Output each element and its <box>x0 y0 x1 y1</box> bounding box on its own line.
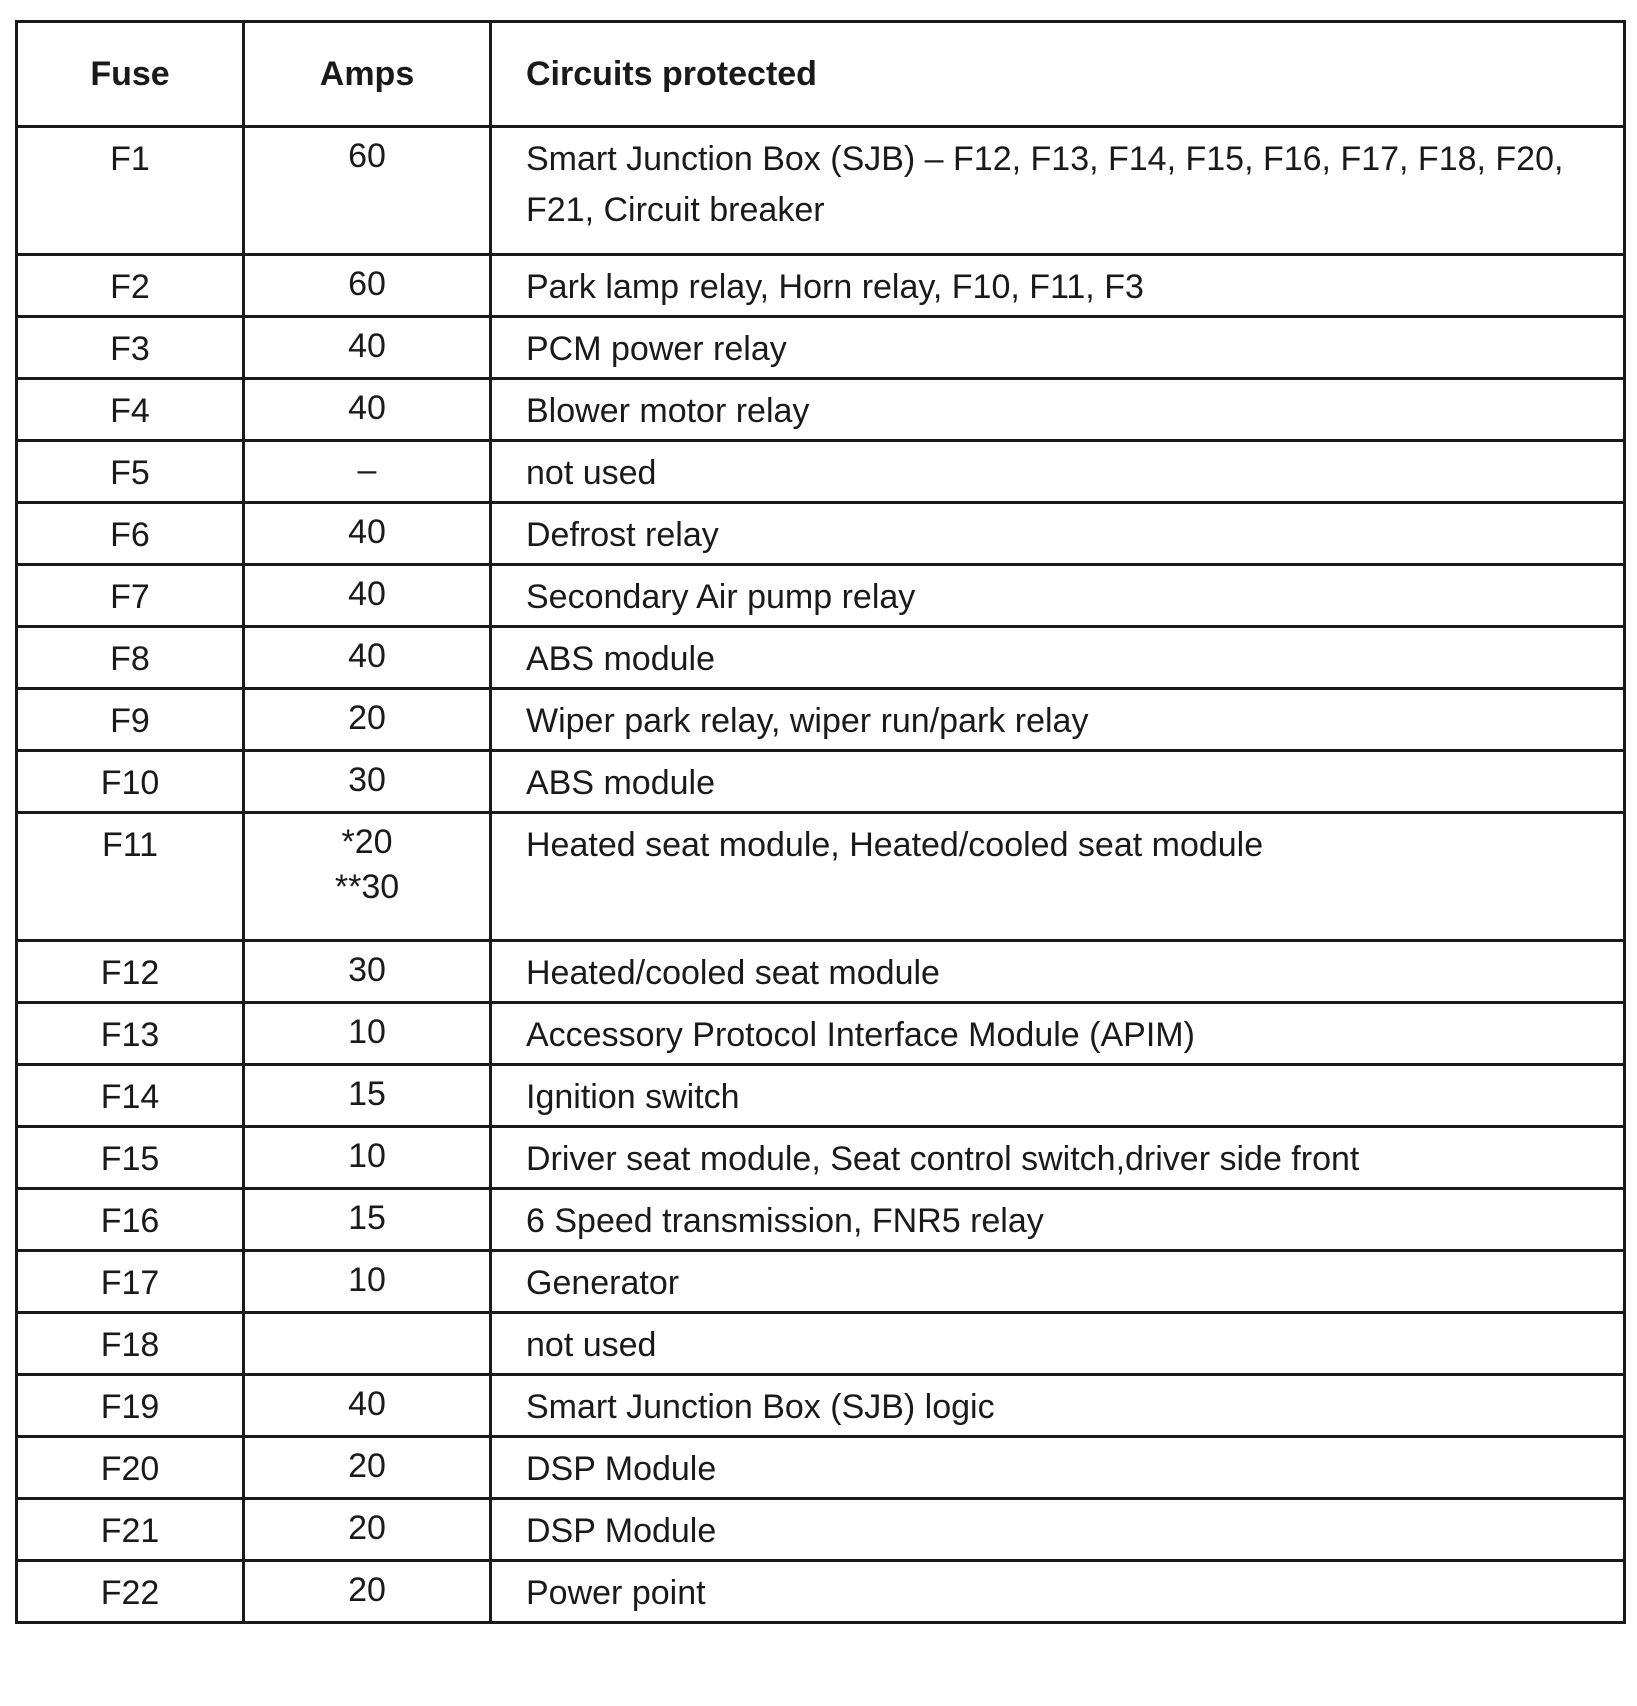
amps-cell <box>244 1127 491 1189</box>
fuse-cell: F13 <box>17 1003 244 1065</box>
amps-cell <box>244 503 491 565</box>
amps-cell <box>244 1251 491 1313</box>
table-row <box>17 255 1625 317</box>
amps-cell <box>244 441 491 503</box>
amps-cell <box>244 127 491 255</box>
circuits-cell: Wiper park relay, wiper run/park relay <box>491 689 1625 751</box>
header-circuits-protected: Circuits protected <box>491 22 1625 127</box>
amps-cell <box>244 1375 491 1437</box>
table-row <box>17 1561 1625 1623</box>
circuits-cell: Smart Junction Box (SJB) logic <box>491 1375 1625 1437</box>
amps-cell <box>244 317 491 379</box>
amps-cell <box>244 1499 491 1561</box>
table-row <box>17 1313 1625 1375</box>
circuits-cell: ABS module <box>491 627 1625 689</box>
circuits-cell: Accessory Protocol Interface Module (APIM) <box>491 1003 1625 1065</box>
amps-value: 10 <box>348 1013 386 1051</box>
fuse-table-container <box>15 20 1623 1624</box>
circuits-cell: Generator <box>491 1251 1625 1313</box>
fuse-cell: F1 <box>17 127 244 255</box>
fuse-cell: F20 <box>17 1437 244 1499</box>
amps-cell <box>244 379 491 441</box>
fuse-table <box>15 20 1626 1624</box>
circuits-cell: DSP Module <box>491 1437 1625 1499</box>
fuse-cell: F2 <box>17 255 244 317</box>
fuse-cell: F14 <box>17 1065 244 1127</box>
fuse-cell: F5 <box>17 441 244 503</box>
table-row <box>17 1003 1625 1065</box>
amps-value: 30 <box>348 761 386 799</box>
circuits-cell: ABS module <box>491 751 1625 813</box>
amps-value: 40 <box>348 1385 386 1423</box>
amps-value: 60 <box>348 265 386 303</box>
table-row <box>17 941 1625 1003</box>
fuse-cell: F9 <box>17 689 244 751</box>
circuits-cell: 6 Speed transmission, FNR5 relay <box>491 1189 1625 1251</box>
circuits-cell: Smart Junction Box (SJB) – F12, F13, F14, F15, F16, F17, F18, F20, F21, Circuit breaker <box>491 127 1625 255</box>
table-row <box>17 565 1625 627</box>
amps-value: 40 <box>348 575 386 613</box>
fuse-cell: F18 <box>17 1313 244 1375</box>
amps-value: 40 <box>348 513 386 551</box>
table-row <box>17 1437 1625 1499</box>
amps-value: 20 <box>348 1571 386 1609</box>
amps-cell <box>244 751 491 813</box>
table-row <box>17 1189 1625 1251</box>
fuse-cell: F21 <box>17 1499 244 1561</box>
circuits-cell: not used <box>491 1313 1625 1375</box>
circuits-cell: Power point <box>491 1561 1625 1623</box>
amps-cell <box>244 689 491 751</box>
amps-value: 30 <box>348 951 386 989</box>
table-row <box>17 813 1625 941</box>
fuse-cell: F4 <box>17 379 244 441</box>
amps-cell <box>244 1561 491 1623</box>
circuits-cell: Heated seat module, Heated/cooled seat module <box>491 813 1625 941</box>
amps-cell <box>244 1437 491 1499</box>
header-row <box>17 22 1625 127</box>
table-row <box>17 1251 1625 1313</box>
amps-value: 60 <box>348 137 386 175</box>
amps-value: **30 <box>334 868 400 906</box>
amps-value: 40 <box>348 327 386 365</box>
table-row <box>17 1127 1625 1189</box>
amps-value: – <box>357 451 377 489</box>
fuse-cell: F3 <box>17 317 244 379</box>
fuse-cell: F22 <box>17 1561 244 1623</box>
header-amps: Amps <box>244 22 491 127</box>
amps-cell <box>244 941 491 1003</box>
circuits-cell: PCM power relay <box>491 317 1625 379</box>
table-body <box>17 127 1625 1623</box>
header-fuse: Fuse <box>17 22 244 127</box>
amps-value: 10 <box>348 1261 386 1299</box>
table-row <box>17 751 1625 813</box>
table-row <box>17 503 1625 565</box>
fuse-cell: F8 <box>17 627 244 689</box>
table-row <box>17 627 1625 689</box>
table-row <box>17 317 1625 379</box>
amps-value: 20 <box>348 1447 386 1485</box>
amps-value: 15 <box>348 1199 386 1237</box>
fuse-cell: F11 <box>17 813 244 941</box>
amps-value: 20 <box>348 1509 386 1547</box>
amps-cell <box>244 565 491 627</box>
circuits-cell: Driver seat module, Seat control switch,driver side front <box>491 1127 1625 1189</box>
fuse-cell: F12 <box>17 941 244 1003</box>
circuits-cell: Heated/cooled seat module <box>491 941 1625 1003</box>
fuse-cell: F17 <box>17 1251 244 1313</box>
circuits-cell: Blower motor relay <box>491 379 1625 441</box>
amps-cell <box>244 813 491 941</box>
amps-cell <box>244 1065 491 1127</box>
circuits-cell: Park lamp relay, Horn relay, F10, F11, F3 <box>491 255 1625 317</box>
table-row <box>17 1375 1625 1437</box>
table-header <box>17 22 1625 127</box>
circuits-cell: not used <box>491 441 1625 503</box>
amps-cell <box>244 627 491 689</box>
circuits-cell: Defrost relay <box>491 503 1625 565</box>
amps-value: *20 <box>341 823 393 861</box>
fuse-cell: F7 <box>17 565 244 627</box>
amps-value: 15 <box>348 1075 386 1113</box>
amps-cell <box>244 1189 491 1251</box>
amps-cell <box>244 255 491 317</box>
fuse-cell: F10 <box>17 751 244 813</box>
amps-value: 20 <box>348 699 386 737</box>
table-row <box>17 1065 1625 1127</box>
circuits-cell: Secondary Air pump relay <box>491 565 1625 627</box>
amps-cell <box>244 1313 491 1375</box>
amps-value: 40 <box>348 389 386 427</box>
table-row <box>17 379 1625 441</box>
fuse-cell: F6 <box>17 503 244 565</box>
fuse-cell: F19 <box>17 1375 244 1437</box>
amps-cell <box>244 1003 491 1065</box>
table-row <box>17 1499 1625 1561</box>
table-row <box>17 689 1625 751</box>
fuse-cell: F16 <box>17 1189 244 1251</box>
table-row <box>17 441 1625 503</box>
circuits-cell: DSP Module <box>491 1499 1625 1561</box>
fuse-cell: F15 <box>17 1127 244 1189</box>
table-row <box>17 127 1625 255</box>
amps-value: 40 <box>348 637 386 675</box>
circuits-cell: Ignition switch <box>491 1065 1625 1127</box>
amps-value: 10 <box>348 1137 386 1175</box>
